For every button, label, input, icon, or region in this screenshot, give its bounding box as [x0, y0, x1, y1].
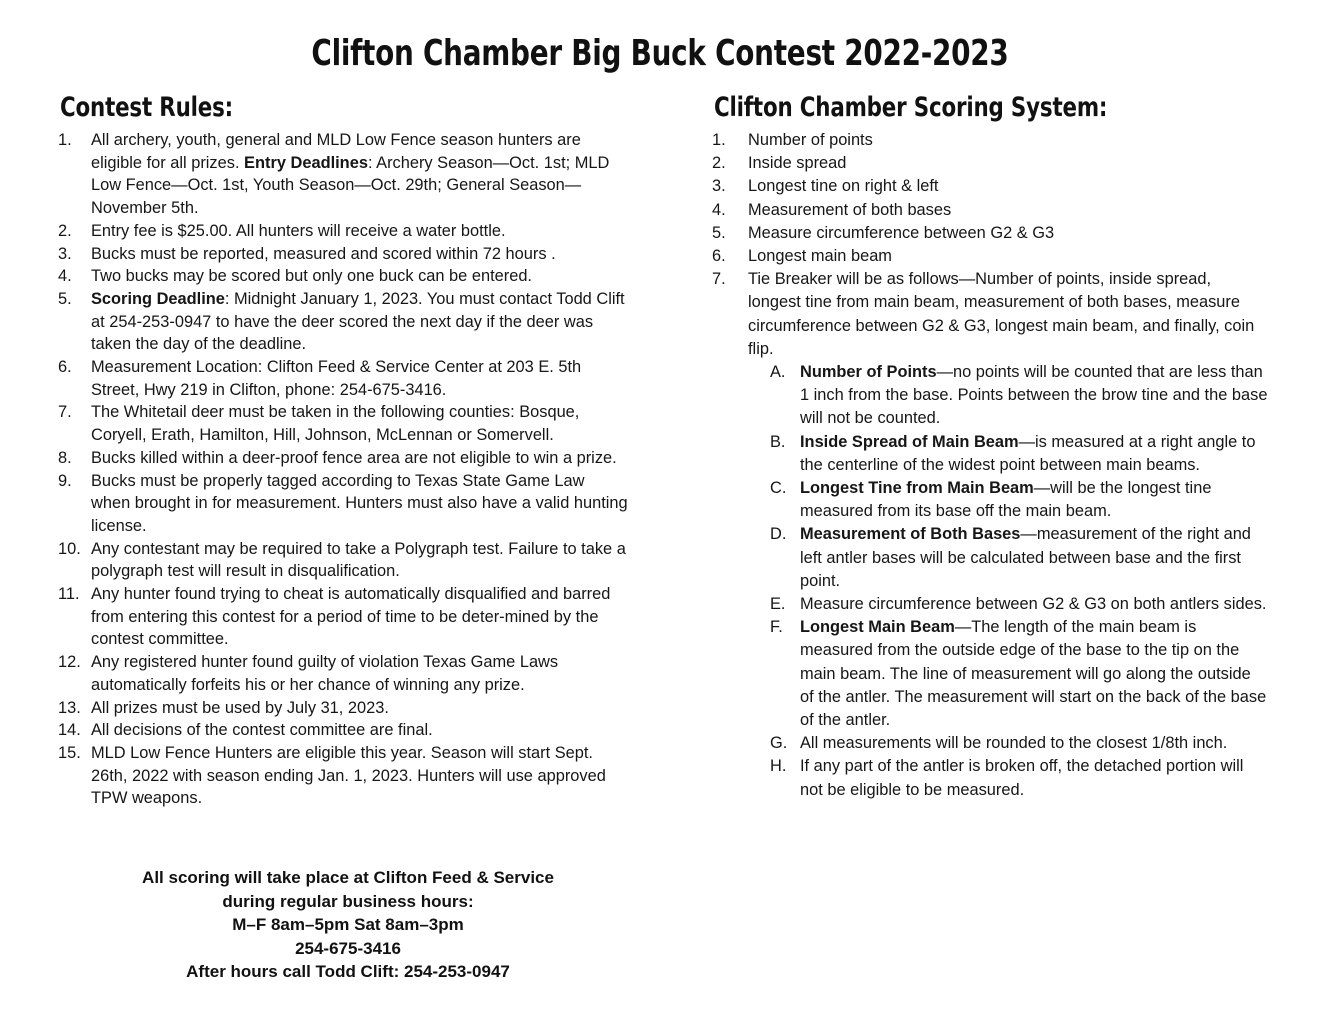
list-item: [58, 401, 628, 446]
page-title: Clifton Chamber Big Buck Contest 2022-2023: [311, 33, 1009, 74]
sub-list-item: [770, 593, 1268, 616]
list-item: [58, 356, 628, 401]
body-text: The Whitetail deer must be taken in the following counties: Bosque, Coryell, Erath, Hamilton, Hill, Johnson, McLennan or Somervell.: [91, 403, 580, 445]
list-item-marker: 4.: [712, 200, 726, 219]
footer-line: After hours call Todd Clift: 254-253-0947: [186, 962, 510, 981]
body-text: Measure circumference between G2 & G3: [748, 223, 1055, 242]
list-item-text: [748, 201, 951, 219]
emphasis-text: Measurement of Both Bases: [800, 525, 1021, 544]
body-text: —is measured at a right angle to the centerline of the widest point between main beams.: [800, 432, 1256, 474]
list-item-text: [748, 177, 938, 195]
body-text: Bucks killed within a deer-proof fence area are not eligible to win a prize.: [91, 448, 617, 467]
list-item-marker: 1.: [58, 131, 72, 149]
list-item-marker: 2.: [712, 154, 726, 173]
body-text: Measurement Location: Clifton Feed & Service Center at 203 E. 5th Street, Hwy 219 in Clifton, phone: 254-675-3416.: [91, 358, 582, 399]
body-text: MLD Low Fence Hunters are eligible this year. Season will start Sept. 26th, 2022 with season ending Jan. 1, 2023. Hunters will use approved TPW weapons.: [91, 743, 606, 808]
list-item-marker: 2.: [58, 221, 72, 240]
sub-list: [748, 361, 1268, 802]
list-item: [712, 222, 1268, 245]
list-item-text: [748, 247, 892, 265]
scoring-system-heading: Clifton Chamber Scoring System:: [714, 92, 1108, 123]
contest-rules-heading: Contest Rules:: [60, 92, 234, 123]
list-item: [58, 220, 628, 243]
list-item-text: [91, 653, 558, 694]
list-item: [712, 129, 1268, 152]
list-item: [58, 538, 628, 583]
list-item: [712, 199, 1268, 222]
list-item: [58, 719, 628, 742]
emphasis-text: Longest Tine from Main Beam: [800, 479, 1034, 498]
list-item-marker: 10.: [58, 539, 81, 558]
body-text: Any registered hunter found guilty of violation Texas Game Laws automatically forfeits his or her chance of winning any prize.: [91, 653, 559, 694]
body-text: Tie Breaker will be as follows—Number of points, inside spread, longest tine from main beam, measurement of both bases, measure circumference between G2 & G3, longest main beam, and finally, coin flip.: [748, 270, 1255, 358]
list-item-text: [91, 721, 433, 739]
sub-list-item-marker: H.: [770, 757, 787, 776]
sub-list-item: [770, 361, 1268, 431]
sub-list-item-marker: C.: [770, 479, 787, 498]
body-text: —measurement of the right and left antler bases will be calculated between base and the first point.: [800, 525, 1251, 590]
sub-list-item-text: [800, 734, 1227, 752]
list-item-marker: 9.: [58, 471, 72, 490]
list-item: [58, 583, 628, 651]
body-text: Bucks must be properly tagged according to Texas State Game Law when brought in for measurement. Hunters must also have a valid hunting license.: [91, 471, 628, 535]
scoring-system-column: [712, 92, 1268, 802]
body-text: If any part of the antler is broken off, the detached portion will not be eligible to be measured.: [800, 757, 1244, 799]
list-item-marker: 6.: [712, 247, 726, 266]
body-text: Longest tine on right & left: [748, 177, 939, 196]
list-item-text: [91, 744, 606, 807]
body-text: Number of points: [748, 131, 873, 149]
list-item-text: [91, 358, 581, 399]
list-item-text: [91, 585, 610, 648]
scoring-location-footer: [58, 866, 638, 984]
list-item-text: [748, 154, 846, 172]
contest-rules-column: [58, 92, 628, 810]
sub-list-item-marker: A.: [770, 363, 786, 382]
list-item-marker: 3.: [712, 177, 726, 196]
sub-list-item-marker: D.: [770, 525, 787, 544]
list-item-marker: 11.: [58, 585, 80, 604]
list-item: [712, 245, 1268, 268]
list-item-text: [91, 267, 532, 285]
list-item-marker: 5.: [58, 289, 72, 308]
list-item-text: [748, 224, 1054, 242]
scoring-system-list: [712, 129, 1268, 802]
list-item-marker: 1.: [712, 131, 726, 149]
emphasis-text: Entry Deadlines: [244, 153, 368, 172]
emphasis-text: Longest Main Beam: [800, 618, 955, 637]
body-text: All measurements will be rounded to the closest 1/8th inch.: [800, 734, 1228, 753]
sub-list-item-marker: G.: [770, 734, 788, 753]
body-text: Measurement of both bases: [748, 200, 952, 219]
list-item: [712, 152, 1268, 175]
body-text: —will be the longest tine measured from its base off the main beam.: [800, 479, 1212, 521]
list-item-marker: 4.: [58, 267, 72, 286]
list-item: [58, 651, 628, 696]
sub-list-item: [770, 616, 1268, 732]
list-item-marker: 7.: [58, 403, 72, 422]
list-item: [58, 697, 628, 720]
sub-list-item-text: [800, 618, 1266, 729]
emphasis-text: Scoring Deadline: [91, 289, 225, 308]
body-text: —no points will be counted that are less than 1 inch from the base. Points between the brow tine and the base will not be counted.: [800, 363, 1268, 428]
body-text: Any hunter found trying to cheat is automatically disqualified and barred from entering this contest for a period of time to be deter-mined by the contest committee.: [91, 585, 611, 649]
body-text: : Archery Season—Oct. 1st; MLD Low Fence—Oct. 1st, Youth Season—Oct. 29th; General Season—November 5th.: [91, 153, 610, 218]
list-item: [58, 742, 628, 810]
list-item: [58, 129, 628, 220]
list-item-text: [91, 699, 389, 717]
list-item-marker: 8.: [58, 448, 72, 467]
sub-list-item: [770, 523, 1268, 593]
list-item: [58, 470, 628, 538]
sub-list-item-text: [800, 595, 1266, 613]
sub-list-item-marker: B.: [770, 432, 786, 451]
list-item-marker: 3.: [58, 244, 72, 263]
list-item-text: [91, 222, 506, 240]
sub-list-item-text: [800, 757, 1243, 798]
body-text: Any contestant may be required to take a Polygraph test. Failure to take a polygraph test will result in disqualification.: [91, 539, 626, 581]
list-item-text: [91, 245, 556, 263]
list-item: [58, 265, 628, 288]
list-item-text: [91, 290, 625, 353]
sub-list-item: [770, 732, 1268, 755]
body-text: All prizes must be used by July 31, 2023.: [91, 698, 389, 717]
body-text: Inside spread: [748, 154, 847, 173]
list-item-text: [748, 270, 1254, 358]
footer-line: M–F 8am–5pm Sat 8am–3pm: [232, 915, 464, 934]
list-item: [712, 268, 1268, 802]
sub-list-item: [770, 477, 1268, 523]
footer-line: 254-675-3416: [295, 938, 401, 958]
sub-list-item: [770, 431, 1268, 477]
list-item-text: [91, 540, 626, 581]
list-item-marker: 5.: [712, 223, 726, 242]
list-item: [712, 175, 1268, 198]
body-text: Bucks must be reported, measured and scored within 72 hours .: [91, 244, 556, 263]
sub-list-item-text: [800, 525, 1251, 589]
list-item-text: [748, 131, 873, 149]
body-text: —The length of the main beam is measured from the outside edge of the base to the tip on the main beam. The line of measurement will go along the outside of the antler. The measurement will start on the back of the base of the antler.: [800, 618, 1267, 730]
sub-list-item-text: [800, 363, 1267, 427]
list-item-marker: 6.: [58, 358, 72, 377]
body-text: : Midnight January 1, 2023. You must contact Todd Clift at 254-253-0947 to have the deer scored the next day if the deer was taken the day of the deadline.: [91, 289, 625, 354]
emphasis-text: Number of Points: [800, 363, 937, 382]
sub-list-item-marker: F.: [770, 618, 783, 637]
body-text: All decisions of the contest committee are final.: [91, 721, 433, 740]
contest-rules-list: [58, 129, 628, 810]
emphasis-text: Inside Spread of Main Beam: [800, 432, 1019, 451]
list-item-text: [91, 449, 617, 467]
list-item-marker: 7.: [712, 270, 726, 289]
list-item-marker: 15.: [58, 743, 81, 762]
body-text: Two bucks may be scored but only one buck can be entered.: [91, 267, 532, 286]
list-item-marker: 13.: [58, 698, 81, 717]
sub-list-item: [770, 755, 1268, 801]
body-text: All archery, youth, general and MLD Low Fence season hunters are eligible for all prizes.: [91, 131, 581, 172]
list-item: [58, 447, 628, 470]
sub-list-item-text: [800, 433, 1255, 474]
list-item: [58, 288, 628, 356]
body-text: Longest main beam: [748, 247, 892, 266]
list-item: [58, 243, 628, 266]
body-text: Entry fee is $25.00. All hunters will receive a water bottle.: [91, 221, 506, 240]
list-item-marker: 12.: [58, 653, 81, 672]
list-item-marker: 14.: [58, 721, 81, 740]
sub-list-item-marker: E.: [770, 595, 786, 614]
list-item-text: [91, 403, 579, 444]
list-item-text: [91, 131, 609, 217]
sub-list-item-text: [800, 479, 1211, 520]
body-text: Measure circumference between G2 & G3 on both antlers sides.: [800, 595, 1267, 614]
list-item-text: [91, 472, 628, 535]
footer-line: during regular business hours:: [222, 891, 474, 911]
footer-line: All scoring will take place at Clifton Feed & Service: [142, 868, 554, 887]
